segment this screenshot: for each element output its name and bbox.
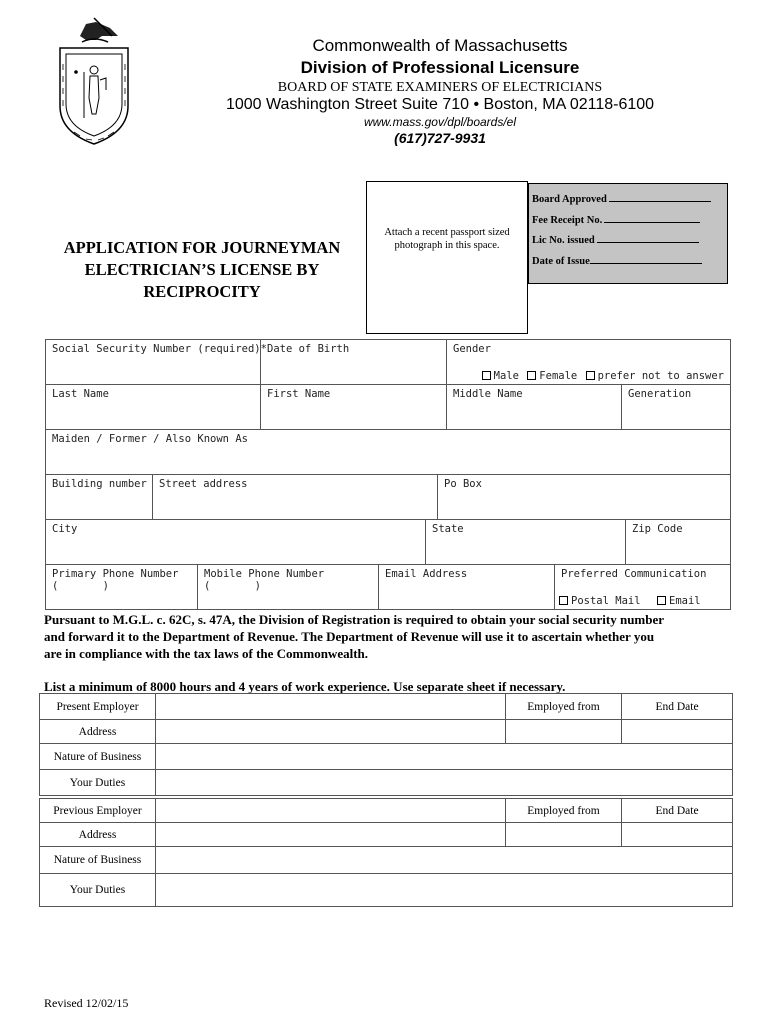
state-field[interactable] (425, 519, 626, 565)
header-phone: (617)727-9931 (394, 130, 486, 146)
previous-employer-label: Previous Employer (39, 798, 156, 823)
ssn-notice (44, 611, 724, 662)
header-website[interactable]: www.mass.gov/dpl/boards/el (363, 115, 517, 129)
revised-date: Revised 12/02/15 (44, 996, 129, 1010)
present-nature-label: Nature of Business (39, 743, 156, 770)
photo-instructions (373, 226, 521, 252)
lic-issued-field[interactable] (597, 233, 699, 243)
maiden-name-label: Maiden / Former / Also Known As (52, 433, 248, 445)
previous-end-date-label: End Date (621, 798, 733, 823)
primary-phone-area: ( ) (52, 580, 109, 592)
title-line-3: RECIPROCITY (143, 282, 261, 301)
lic-issued-line (532, 233, 727, 254)
mobile-phone-field[interactable] (197, 564, 379, 610)
previous-duties-label: Your Duties (39, 873, 156, 907)
male-checkbox[interactable] (482, 371, 491, 380)
mobile-phone-label: Mobile Phone Number (204, 568, 325, 580)
photo-instructions-line-1: Attach a recent passport sized (384, 227, 510, 238)
first-name-label: First Name (267, 388, 331, 400)
experience-note: List a minimum of 8000 hours and 4 years of work experience. Use separate sheet if necessary. (44, 679, 566, 694)
street-address-field[interactable] (152, 474, 438, 520)
present-address-input[interactable] (155, 719, 506, 744)
previous-end-date-input[interactable] (621, 822, 733, 847)
maiden-name-field[interactable] (45, 429, 731, 475)
female-label: Female (539, 370, 578, 382)
middle-name-field[interactable] (446, 384, 622, 430)
dob-label: Date of Birth (267, 343, 350, 355)
postal-label: Postal Mail (571, 595, 641, 607)
title-line-1: APPLICATION FOR JOURNEYMAN (63, 238, 341, 257)
previous-address-input[interactable] (155, 822, 506, 847)
prefer-not-checkbox[interactable] (586, 371, 595, 380)
title-line-2: ELECTRICIAN’S LICENSE BY (84, 260, 320, 279)
male-label: Male (493, 370, 519, 382)
present-duties-label: Your Duties (39, 769, 156, 796)
postal-option (557, 595, 641, 607)
previous-nature-input[interactable] (155, 846, 733, 874)
fee-receipt-field[interactable] (604, 213, 700, 223)
lic-issued-label: Lic No. issued (532, 235, 595, 246)
last-name-label: Last Name (52, 388, 109, 400)
female-checkbox[interactable] (527, 371, 536, 380)
header-board: BOARD OF STATE EXAMINERS OF ELECTRICIANS (277, 80, 603, 95)
prefer-not-label: prefer not to answer (597, 370, 724, 382)
notice-line-2: and forward it to the Department of Revenue. The Department of Revenue will use it to ascertain whether you (44, 629, 655, 644)
present-employer-input[interactable] (155, 693, 506, 720)
previous-employer-input[interactable] (155, 798, 506, 823)
present-duties-input[interactable] (155, 769, 733, 796)
date-issue-field[interactable] (590, 254, 702, 264)
zip-code-label: Zip Code (632, 523, 683, 535)
email-address-field[interactable] (378, 564, 555, 610)
fee-receipt-line (532, 213, 727, 234)
previous-address-label: Address (39, 822, 156, 847)
email-option-label: Email (669, 595, 701, 607)
building-number-field[interactable] (45, 474, 153, 520)
board-approved-line (532, 192, 727, 213)
city-field[interactable] (45, 519, 426, 565)
gender-label: Gender (453, 343, 491, 355)
header-address: 1000 Washington Street Suite 710 • Boston, MA 02118-6100 (225, 96, 655, 113)
notice-line-1: Pursuant to M.G.L. c. 62C, s. 47A, the Division of Registration is required to obtain your social security number (44, 612, 665, 627)
state-label: State (432, 523, 464, 535)
mobile-phone-area: ( ) (204, 580, 261, 592)
board-approved-label: Board Approved (532, 194, 607, 205)
primary-phone-field[interactable] (45, 564, 198, 610)
zip-code-field[interactable] (625, 519, 731, 565)
ssn-field[interactable] (45, 339, 267, 385)
middle-name-label: Middle Name (453, 388, 523, 400)
board-approved-field[interactable] (609, 192, 711, 202)
last-name-field[interactable] (45, 384, 261, 430)
po-box-label: Po Box (444, 478, 482, 490)
preferred-communication-field (554, 564, 731, 610)
present-end-date-label: End Date (621, 693, 733, 720)
generation-label: Generation (628, 388, 692, 400)
dob-field[interactable] (260, 339, 447, 385)
office-use-box (528, 183, 728, 284)
previous-employed-from-label: Employed from (505, 798, 622, 823)
first-name-field[interactable] (260, 384, 447, 430)
previous-duties-input[interactable] (155, 873, 733, 907)
email-option (655, 595, 701, 607)
present-end-date-input[interactable] (621, 719, 733, 744)
massachusetts-seal (52, 14, 136, 150)
application-title (48, 237, 356, 303)
header-commonwealth: Commonwealth of Massachusetts (312, 36, 568, 55)
photo-box[interactable] (366, 181, 528, 334)
generation-field[interactable] (621, 384, 731, 430)
present-employed-from-input[interactable] (505, 719, 622, 744)
header-division: Division of Professional Licensure (300, 58, 580, 77)
present-employed-from-label: Employed from (505, 693, 622, 720)
postal-checkbox[interactable] (559, 596, 568, 605)
gender-options (480, 370, 724, 382)
ssn-label: Social Security Number (required)* (52, 343, 267, 355)
present-nature-input[interactable] (155, 743, 733, 770)
city-label: City (52, 523, 78, 535)
notice-line-3: are in compliance with the tax laws of the Commonwealth. (44, 646, 369, 661)
preferred-communication-label: Preferred Communication (561, 568, 707, 580)
gender-field (446, 339, 731, 385)
present-address-label: Address (39, 719, 156, 744)
street-address-label: Street address (159, 478, 248, 490)
email-checkbox[interactable] (657, 596, 666, 605)
fee-receipt-label: Fee Receipt No. (532, 214, 603, 226)
photo-instructions-line-2: photograph in this space. (394, 240, 500, 251)
present-employer-label: Present Employer (39, 693, 156, 720)
previous-nature-label: Nature of Business (39, 846, 156, 874)
date-issue-line (532, 254, 727, 275)
previous-employed-from-input[interactable] (505, 822, 622, 847)
po-box-field[interactable] (437, 474, 731, 520)
date-issue-label: Date of Issue (532, 255, 590, 267)
building-number-label: Building number (52, 478, 147, 490)
email-address-label: Email Address (385, 568, 468, 580)
primary-phone-label: Primary Phone Number (52, 568, 179, 580)
